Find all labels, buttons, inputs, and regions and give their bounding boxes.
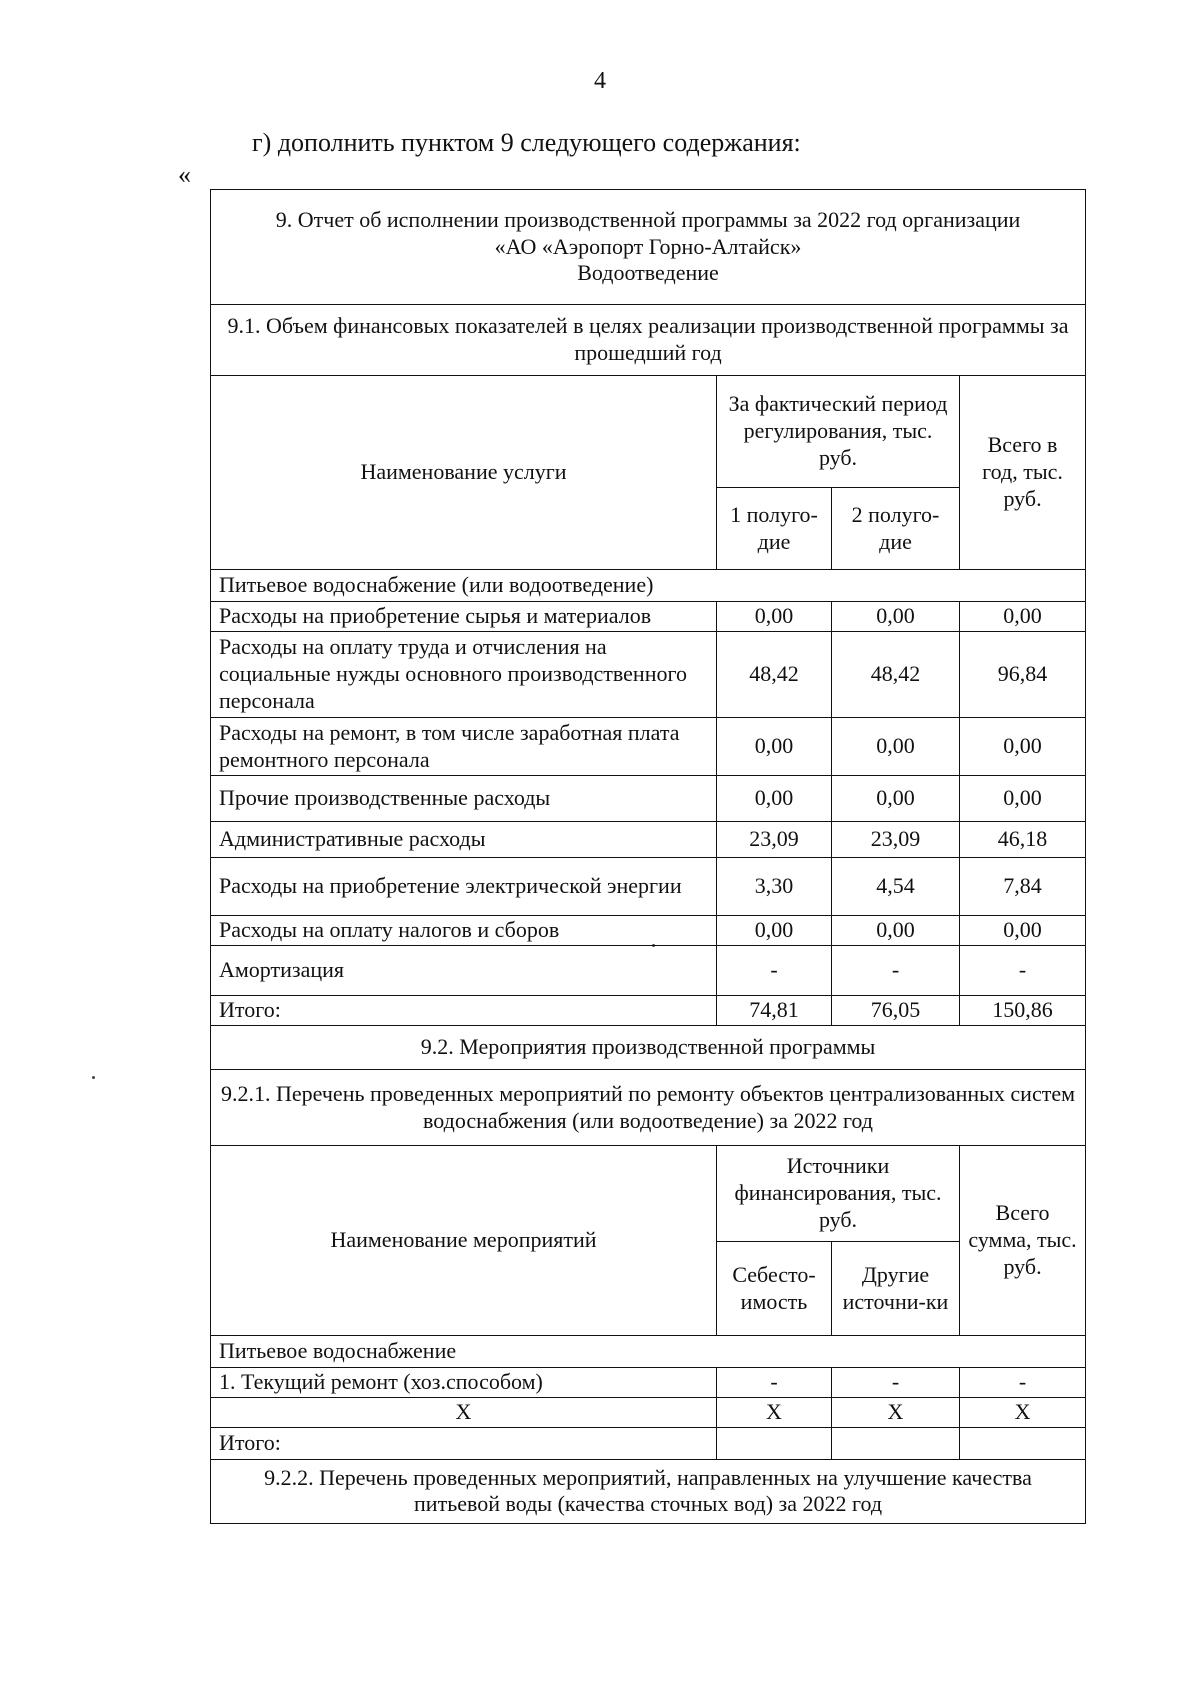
opening-quote: « <box>178 160 191 189</box>
row-total: 0,00 <box>960 916 1086 946</box>
total-sum <box>960 1427 1086 1459</box>
intro-text: г) дополнить пунктом 9 следующего содержания: <box>252 128 801 157</box>
row-name: Административные расходы <box>211 822 717 858</box>
header-total-year: Всего в год, тыс. руб. <box>960 376 1086 570</box>
row-half1: 3,30 <box>717 858 832 916</box>
row-half1: 0,00 <box>717 776 832 822</box>
row-total: 0,00 <box>960 776 1086 822</box>
section921-title-row <box>211 1070 1086 1146</box>
section92-title: 9.2. Мероприятия производственной программы <box>211 1026 1086 1070</box>
table-row <box>211 822 1086 858</box>
header-total-sum: Всего сумма, тыс. руб. <box>960 1146 1086 1336</box>
row-name: Расходы на оплату труда и отчисления на социальные нужды основного производственного персонала <box>211 632 717 718</box>
total-cost <box>717 1427 832 1459</box>
row-total: 7,84 <box>960 858 1086 916</box>
row-half1: - <box>717 946 832 996</box>
section91-header-row <box>211 376 1086 488</box>
row-half2: 0,00 <box>832 916 960 946</box>
header-period: За фактический период регулирования, тыс. руб. <box>717 376 960 488</box>
total-row <box>211 996 1086 1026</box>
row-name: 1. Текущий ремонт (хоз.способом) <box>211 1368 717 1398</box>
total-other <box>832 1427 960 1459</box>
row-name: Расходы на оплату налогов и сборов <box>211 916 717 946</box>
header-half2: 2 полуго-дие <box>832 488 960 570</box>
row-total: 46,18 <box>960 822 1086 858</box>
table-row <box>211 1368 1086 1398</box>
table-row <box>211 632 1086 718</box>
header-sources: Источники финансирования, тыс. руб. <box>717 1146 960 1242</box>
section9-title-row <box>211 190 1086 305</box>
section9-title-line2: «АО «Аэропорт Горно-Алтайск» <box>494 233 802 259</box>
header-cost: Себесто-имость <box>717 1242 832 1336</box>
section9-title <box>211 190 1086 305</box>
table-row <box>211 776 1086 822</box>
page-number: 4 <box>594 68 606 94</box>
header-half1: 1 полуго-дие <box>717 488 832 570</box>
row-total: - <box>960 1368 1086 1398</box>
group-row <box>211 570 1086 602</box>
table-row <box>211 718 1086 776</box>
total-row <box>211 1427 1086 1459</box>
row-half1: 23,09 <box>717 822 832 858</box>
row-half2: 0,00 <box>832 776 960 822</box>
section9-title-line1: 9. Отчет об исполнении производственной программы за 2022 год организации <box>275 206 1021 232</box>
header-measure-name: Наименование мероприятий <box>211 1146 717 1336</box>
row-total: 96,84 <box>960 632 1086 718</box>
row-total: X <box>960 1397 1086 1427</box>
row-name: Прочие производственные расходы <box>211 776 717 822</box>
section92-title-row <box>211 1026 1086 1070</box>
row-cost: - <box>717 1368 832 1398</box>
section9-title-line3: Водоотведение <box>577 260 719 286</box>
row-half2: 48,42 <box>832 632 960 718</box>
row-name: Расходы на приобретение электрической энергии <box>211 858 717 916</box>
row-cost: X <box>717 1397 832 1427</box>
row-name: X <box>211 1397 717 1427</box>
row-half2: 0,00 <box>832 718 960 776</box>
total-label: Итого: <box>211 996 717 1026</box>
row-other: X <box>832 1397 960 1427</box>
total-label: Итого: <box>211 1427 717 1459</box>
group-row <box>211 1336 1086 1368</box>
row-half1: 0,00 <box>717 602 832 632</box>
section922-title: 9.2.2. Перечень проведенных мероприятий, направленных на улучшение качества питьевой воды (качества сточных вод) за 2022 год <box>211 1459 1086 1523</box>
section91-title-row <box>211 305 1086 376</box>
row-half2: - <box>832 946 960 996</box>
row-name: Амортизация <box>211 946 717 996</box>
section921-title: 9.2.1. Перечень проведенных мероприятий по ремонту объектов централизованных систем водоснабжения (или водоотведение) за 2022 год <box>211 1070 1086 1146</box>
row-half1: 0,00 <box>717 916 832 946</box>
section91-title: 9.1. Объем финансовых показателей в целях реализации производственной программы за прошедший год <box>211 305 1086 376</box>
row-half2: 23,09 <box>832 822 960 858</box>
table-row <box>211 1397 1086 1427</box>
total-half1: 74,81 <box>717 996 832 1026</box>
row-half2: 0,00 <box>832 602 960 632</box>
section921-header-row <box>211 1146 1086 1242</box>
row-other: - <box>832 1368 960 1398</box>
header-other-sources: Другие источни-ки <box>832 1242 960 1336</box>
row-half1: 0,00 <box>717 718 832 776</box>
row-half2: 4,54 <box>832 858 960 916</box>
scan-speck <box>92 1076 95 1079</box>
table-row <box>211 916 1086 946</box>
table-row <box>211 946 1086 996</box>
row-total: - <box>960 946 1086 996</box>
row-total: 0,00 <box>960 718 1086 776</box>
table-row <box>211 602 1086 632</box>
total-year: 150,86 <box>960 996 1086 1026</box>
row-name: Расходы на ремонт, в том числе заработная плата ремонтного персонала <box>211 718 717 776</box>
report-table <box>210 189 1086 1524</box>
group-label: Питьевое водоснабжение <box>211 1336 1086 1368</box>
header-service-name: Наименование услуги <box>211 376 717 570</box>
section922-title-row <box>211 1459 1086 1523</box>
total-half2: 76,05 <box>832 996 960 1026</box>
table-row <box>211 858 1086 916</box>
row-name: Расходы на приобретение сырья и материалов <box>211 602 717 632</box>
group-label: Питьевое водоснабжение (или водоотведение) <box>211 570 1086 602</box>
row-half1: 48,42 <box>717 632 832 718</box>
row-total: 0,00 <box>960 602 1086 632</box>
